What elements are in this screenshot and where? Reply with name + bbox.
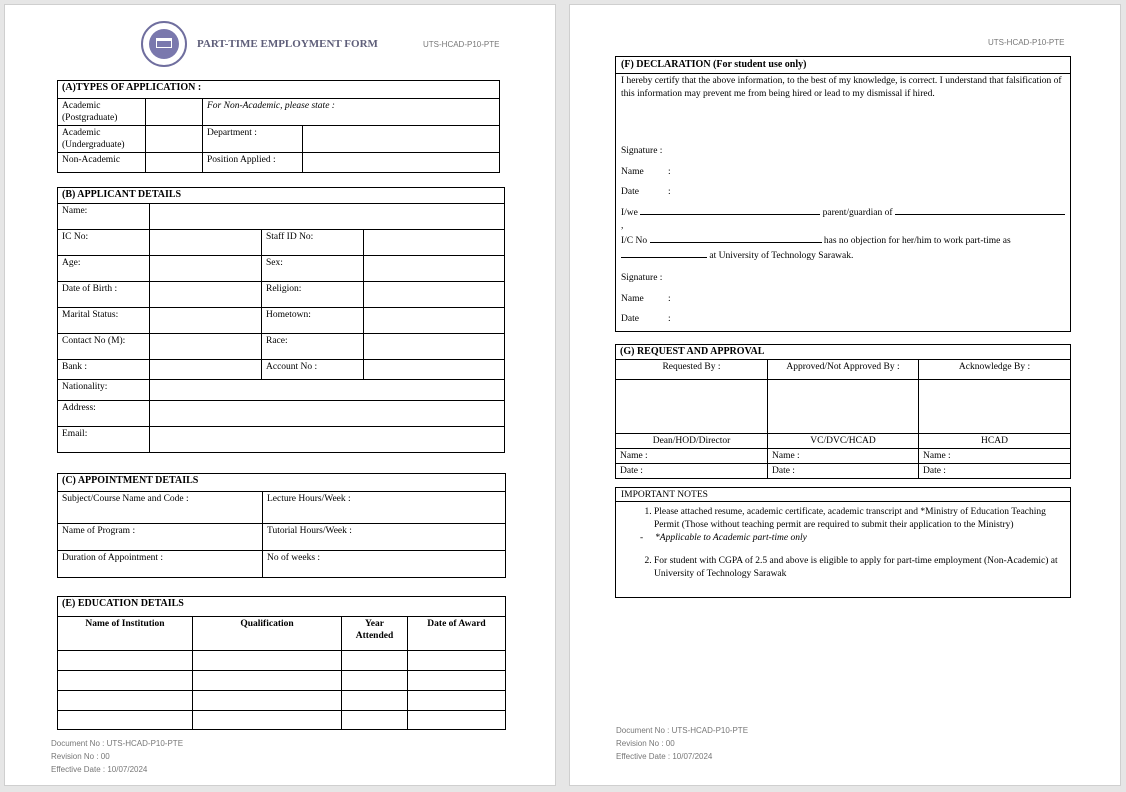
declaration-certify-text: I hereby certify that the above information, to the best of my knowledge, is correct. I understand that falsification of this information may prevent me from being hired or lead to my dismissal if hired.: [621, 76, 1062, 99]
approved-date-field[interactable]: Date :: [768, 464, 919, 479]
table-row: [58, 651, 506, 671]
label-contact-no: Contact No (M):: [58, 334, 150, 360]
note-item-1-text: Please attached resume, academic certificate, academic transcript and *Ministry of Education Teaching Permit (Those without teaching permit are required to submit their application to the Ministry): [654, 507, 1046, 530]
label-nationality: Nationality:: [58, 380, 150, 401]
col-date-of-award: Date of Award: [408, 617, 506, 651]
field-race[interactable]: [364, 334, 505, 360]
footer-effective-date: Effective Date : 10/07/2024: [51, 765, 148, 774]
page1-footer: [51, 737, 183, 776]
note-item-1: [640, 506, 1070, 545]
label-date-of-birth: Date of Birth :: [58, 282, 150, 308]
label-religion: Religion:: [262, 282, 364, 308]
field-marital-status[interactable]: [150, 308, 262, 334]
col-year-attended: Year Attended: [342, 617, 408, 651]
label-name-of-program: Name of Program :: [58, 524, 263, 551]
label-email: Email:: [58, 427, 150, 453]
acknowledge-signature-box[interactable]: [919, 380, 1071, 434]
field-department[interactable]: [303, 126, 500, 153]
non-academic-note: For Non-Academic, please state :: [203, 99, 500, 126]
section-a-title: (A)TYPES OF APPLICATION :: [58, 81, 500, 99]
approved-name-field[interactable]: Name :: [768, 449, 919, 464]
field-hometown[interactable]: [364, 308, 505, 334]
note-item-1-sub: [640, 532, 1070, 545]
section-f-declaration: [615, 56, 1071, 332]
label-academic-undergraduate: Academic (Undergraduate): [58, 126, 146, 153]
label-non-academic: Non-Academic: [58, 153, 146, 173]
field-date-of-birth[interactable]: [150, 282, 262, 308]
table-row: [58, 691, 506, 711]
field-staff-id[interactable]: [364, 230, 505, 256]
field-address[interactable]: [150, 401, 505, 427]
ic-no-line[interactable]: [650, 233, 822, 243]
section-b-title: (B) APPLICANT DETAILS: [58, 188, 505, 204]
parent-signature-label: Signature :: [621, 273, 663, 283]
field-nationality[interactable]: [150, 380, 505, 401]
section-a-types-of-application: [57, 80, 500, 173]
field-sex[interactable]: [364, 256, 505, 282]
checkbox-non-academic[interactable]: [146, 153, 203, 173]
requested-by-label: Requested By :: [616, 360, 768, 380]
note-item-1-sub-text: *Applicable to Academic part-time only: [655, 533, 807, 543]
label-subject-course: Subject/Course Name and Code :: [58, 492, 263, 524]
label-lecture-hours: Lecture Hours/Week :: [263, 492, 506, 524]
student-name-label: Name: [621, 167, 644, 177]
footer-revision-no: Revision No : 00: [51, 752, 110, 761]
field-age[interactable]: [150, 256, 262, 282]
parent-guardian-label: parent/guardian of: [822, 208, 893, 218]
vc-dvc-hcad-label: VC/DVC/HCAD: [768, 434, 919, 449]
acknowledge-by-label: Acknowledge By :: [919, 360, 1071, 380]
footer-document-no: Document No : UTS-HCAD-P10-PTE: [616, 726, 749, 735]
student-name-line[interactable]: [895, 205, 1065, 215]
label-age: Age:: [58, 256, 150, 282]
colon: :: [668, 294, 671, 304]
ic-no-label: I/C No: [621, 236, 648, 246]
label-ic-no: IC No:: [58, 230, 150, 256]
label-staff-id: Staff ID No:: [262, 230, 364, 256]
label-academic-postgraduate: Academic (Postgraduate): [58, 99, 146, 126]
checkbox-academic-postgraduate[interactable]: [146, 99, 203, 126]
section-b-applicant-details: [57, 187, 505, 453]
hcad-label: HCAD: [919, 434, 1071, 449]
parent-name-label: Name: [621, 294, 644, 304]
student-date-label: Date: [621, 187, 639, 197]
at-uts-text: at University of Technology Sarawak.: [709, 251, 854, 261]
section-e-title: (E) EDUCATION DETAILS: [58, 597, 506, 617]
important-notes: [615, 487, 1071, 598]
field-account-no[interactable]: [364, 360, 505, 380]
form-page-1: [4, 4, 556, 786]
important-notes-title: IMPORTANT NOTES: [616, 488, 1070, 502]
position-line[interactable]: [621, 248, 707, 258]
dean-hod-director-label: Dean/HOD/Director: [616, 434, 768, 449]
section-e-education-details: [57, 596, 506, 730]
label-sex: Sex:: [262, 256, 364, 282]
acknowledge-date-field[interactable]: Date :: [919, 464, 1071, 479]
colon: :: [668, 187, 671, 197]
footer-document-no: Document No : UTS-HCAD-P10-PTE: [51, 739, 184, 748]
label-tutorial-hours: Tutorial Hours/Week :: [263, 524, 506, 551]
note-item-2-text: For student with CGPA of 2.5 and above is eligible to apply for part-time employment (Non-Academic) at University of Technology Sarawak: [654, 556, 1058, 579]
parent-name-line[interactable]: [640, 205, 820, 215]
label-marital-status: Marital Status:: [58, 308, 150, 334]
section-g-request-and-approval: [615, 344, 1071, 479]
field-religion[interactable]: [364, 282, 505, 308]
label-position-applied: Position Applied :: [203, 153, 303, 173]
acknowledge-name-field[interactable]: Name :: [919, 449, 1071, 464]
colon: :: [668, 167, 671, 177]
label-account-no: Account No :: [262, 360, 364, 380]
footer-revision-no: Revision No : 00: [616, 739, 675, 748]
field-name[interactable]: [150, 204, 505, 230]
approved-signature-box[interactable]: [768, 380, 919, 434]
page2-footer: [616, 724, 748, 763]
label-race: Race:: [262, 334, 364, 360]
label-name: Name:: [58, 204, 150, 230]
label-address: Address:: [58, 401, 150, 427]
colon: :: [668, 314, 671, 324]
field-contact-no[interactable]: [150, 334, 262, 360]
note-item-2: [654, 555, 1070, 581]
section-c-title: (C) APPOINTMENT DETAILS: [58, 474, 506, 492]
parent-date-label: Date: [621, 314, 639, 324]
table-row: [58, 671, 506, 691]
section-c-appointment-details: [57, 473, 506, 578]
field-email[interactable]: [150, 427, 505, 453]
col-qualification: Qualification: [193, 617, 342, 651]
form-page-2: [569, 4, 1121, 786]
label-department: Department :: [203, 126, 303, 153]
parent-consent-block: I/we parent/guardian of , I/C No has no objection for her/him to work part-time as at University of Technology Sarawak.: [621, 205, 1067, 263]
no-objection-text: has no objection for her/him to work part-time as: [823, 236, 1011, 246]
approved-by-label: Approved/Not Approved By :: [768, 360, 919, 380]
requested-signature-box[interactable]: [616, 380, 768, 434]
form-title: PART-TIME EMPLOYMENT FORM: [197, 38, 378, 50]
col-name-of-institution: Name of Institution: [58, 617, 193, 651]
section-g-title: (G) REQUEST AND APPROVAL: [616, 345, 1071, 360]
label-duration-of-appointment: Duration of Appointment :: [58, 551, 263, 578]
label-no-of-weeks: No of weeks :: [263, 551, 506, 578]
section-f-title: (F) DECLARATION (For student use only): [616, 57, 1070, 74]
table-row: [58, 711, 506, 730]
student-signature-label: Signature :: [621, 146, 663, 156]
footer-effective-date: Effective Date : 10/07/2024: [616, 752, 713, 761]
notes-list: [616, 506, 1070, 581]
checkbox-academic-undergraduate[interactable]: [146, 126, 203, 153]
label-hometown: Hometown:: [262, 308, 364, 334]
header-doc-code-page2: UTS-HCAD-P10-PTE: [988, 38, 1065, 47]
dash: -: [640, 533, 644, 543]
iwe-label: I/we: [621, 208, 638, 218]
requested-date-field[interactable]: Date :: [616, 464, 768, 479]
label-bank: Bank :: [58, 360, 150, 380]
university-logo-icon: [141, 21, 187, 67]
requested-name-field[interactable]: Name :: [616, 449, 768, 464]
field-position-applied[interactable]: [303, 153, 500, 173]
field-bank[interactable]: [150, 360, 262, 380]
field-ic-no[interactable]: [150, 230, 262, 256]
header-doc-code: UTS-HCAD-P10-PTE: [423, 40, 500, 49]
